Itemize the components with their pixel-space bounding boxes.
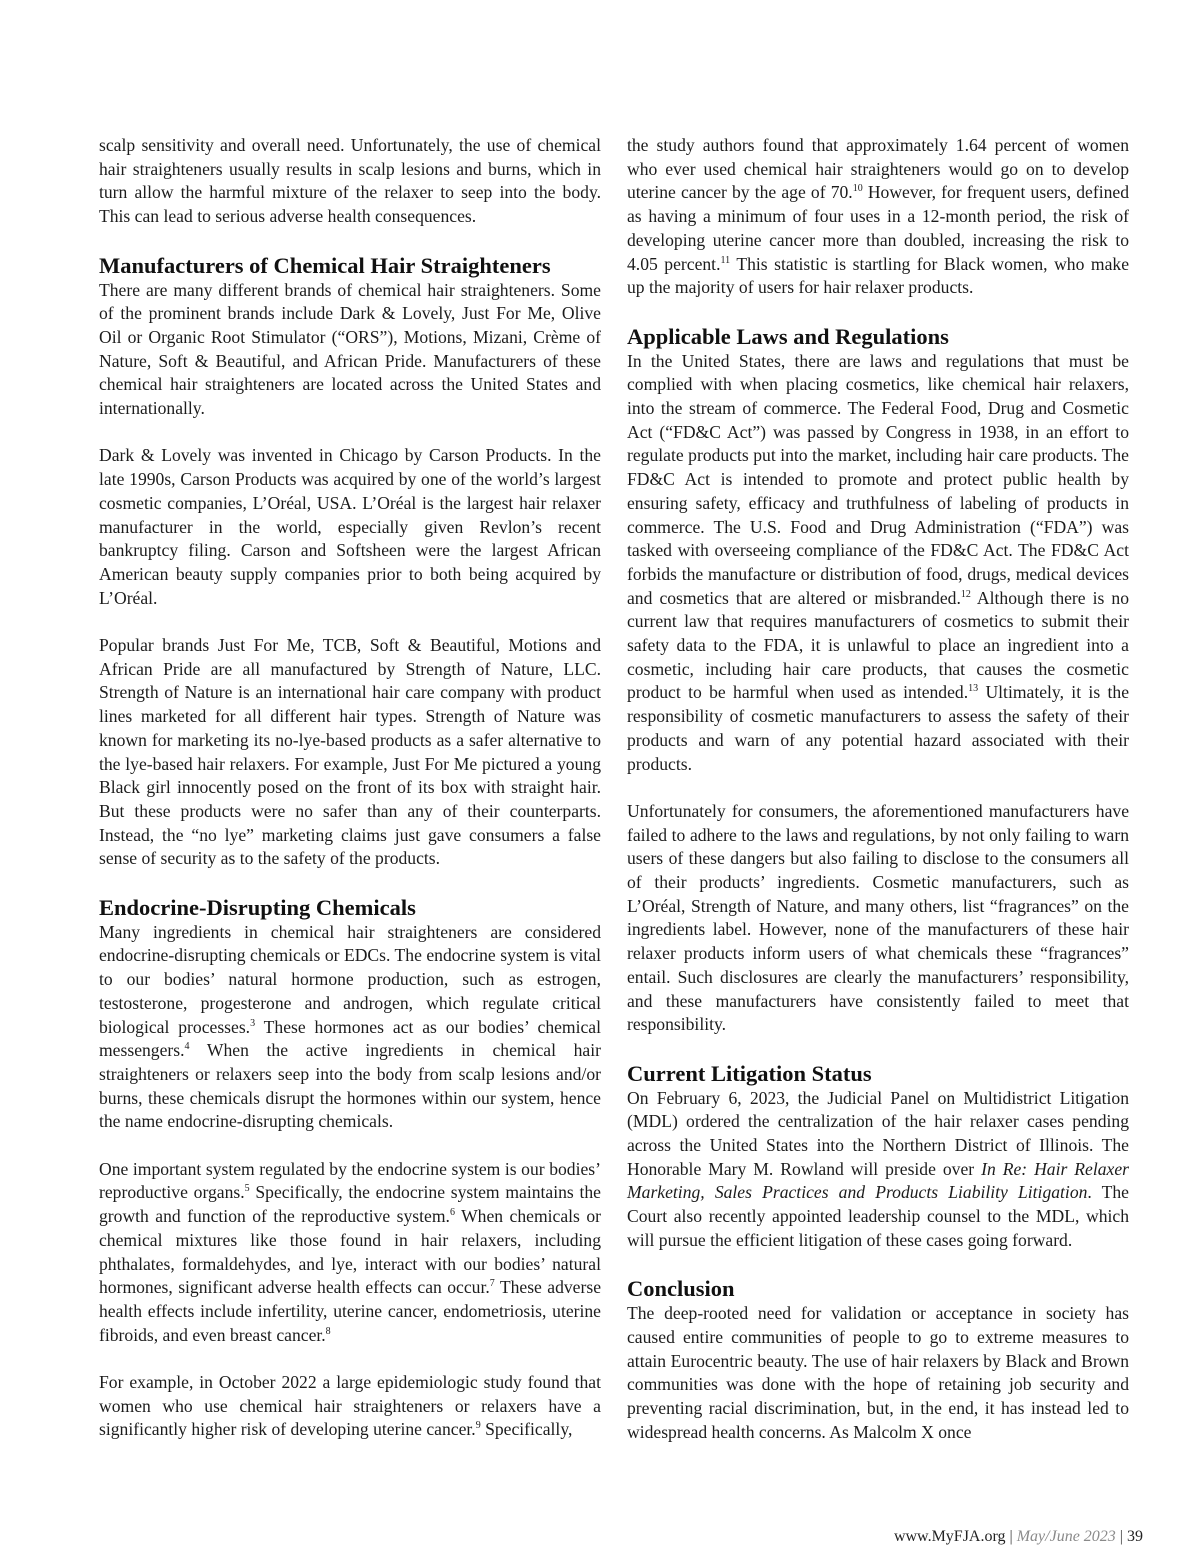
footnote-ref: 5 — [244, 1183, 250, 1195]
paragraph — [627, 1087, 1129, 1253]
footer-separator: | — [1115, 1528, 1127, 1545]
footnote-ref: 9 — [475, 1420, 481, 1432]
paragraph — [627, 350, 1129, 777]
text-run: These hormones act as our bodies’ chemical messengers. — [99, 1016, 601, 1061]
paragraph: Dark & Lovely was invented in Chicago by Carson Products. In the late 1990s, Carson Products was acquired by one of the world’s largest cosmetic companies, L’Oréal, USA. L’Oréal is the largest hair relaxer manufacturer in the world, especially given Revlon’s recent bankruptcy filing. Carson and Softsheen were the largest African American beauty supply companies prior to both being acquired by L’Oréal. — [99, 445, 601, 608]
footer-separator: | — [1005, 1528, 1017, 1545]
paragraph — [627, 134, 1129, 300]
section-heading-endocrine: Endocrine-Disrupting Chemicals — [99, 894, 416, 920]
text-run: In the United States, there are laws and regulations that must be complied with when placing cosmetics, like chemical hair relaxers, into the stream of commerce. The Federal Food, Drug and Cosmetic Act (“FD&C Act”) was passed by Congress in 1938, in an effort to regulate products put into the market, including hair care products. The FD&C Act is intended to promote and protect public health by ensuring safety, efficacy and truthfulness of labeling of products in commerce. The U.S. Food and Drug Administration (“FDA”) was tasked with overseeing compliance of the FD&C Act. The FD&C Act forbids the manufacture or distribution of food, drugs, medical devices and cosmetics that are altered or misbranded. — [627, 350, 1129, 608]
text-run: When the active ingredients in chemical hair straighteners or relaxers seep into the body from scalp lesions and/or burns, these chemicals disrupt the hormones within our system, hence the name endocrine-disrupting chemicals. — [99, 1040, 601, 1132]
footnote-ref: 8 — [325, 1325, 331, 1337]
paragraph: Popular brands Just For Me, TCB, Soft & Beautiful, Motions and African Pride are all manufactured by Strength of Nature, LLC. Strength of Nature is an international hair care company with product lines marketed for all different hair types. Strength of Nature was known for marketing its no-lye-based products as a safer alternative to the lye-based hair relaxers. For example, Just For Me pictured a young Black girl innocently posed on the front of its box with straight hair. But these products were no safer than any of their counterparts. Instead, the “no lye” marketing claims just gave consumers a false sense of security as to the safety of the products. — [99, 635, 601, 869]
footer-issue-date: May/June 2023 — [1016, 1528, 1116, 1545]
case-name: In Re: Hair Relaxer Marketing, Sales Practices and Products Liability Litigation — [627, 1158, 1129, 1203]
text-run: Many ingredients in chemical hair straighteners are considered endocrine-disrupting chemicals or EDCs. The endocrine system is vital to our bodies’ natural hormone production, such as estrogen, testosterone, progesterone and androgen, which regulate critical biological processes. — [99, 921, 601, 1037]
text-run: For example, in October 2022 a large epidemiologic study found that women who use chemical hair straighteners or relaxers have a significantly higher risk of developing uterine cancer. — [99, 1372, 601, 1440]
text-run: . The Court also recently appointed leadership counsel to the MDL, which will pursue the efficient litigation of these cases going forward. — [627, 1182, 1129, 1250]
text-run: Ultimately, it is the responsibility of cosmetic manufacturers to assess the safety of their products and warn of any potential hazard associated with their products. — [627, 682, 1129, 774]
text-run: Although there is no current law that requires manufacturers of cosmetics to submit their safety data to the FDA, it is unlawful to place an ingredient into a cosmetic, including hair care products, that causes the cosmetic product to be harmful when used as intended. — [627, 587, 1129, 703]
paragraph — [99, 921, 601, 1134]
left-column — [99, 134, 601, 1442]
text-run: These adverse health effects include infertility, uterine cancer, endometriosis, uterine fibroids, and even breast cancer. — [99, 1277, 601, 1345]
page-footer — [894, 1528, 1143, 1546]
footnote-ref: 13 — [968, 683, 979, 695]
footnote-ref: 10 — [852, 183, 863, 195]
section-heading-litigation: Current Litigation Status — [627, 1060, 872, 1086]
text-run: However, for frequent users, defined as having a minimum of four uses in a 12-month period, the risk of developing uterine cancer more than doubled, increasing the risk to 4.05 percent. — [627, 182, 1129, 274]
footnote-ref: 4 — [184, 1041, 190, 1053]
text-run: On February 6, 2023, the Judicial Panel on Multidistrict Litigation (MDL) ordered the centralization of the hair relaxer cases pending across the United States into the Northern District of Illinois. The Honorable Mary M. Rowland will preside over — [627, 1087, 1129, 1179]
section-heading-conclusion: Conclusion — [627, 1276, 735, 1302]
page-number: 39 — [1127, 1528, 1143, 1545]
paragraph: scalp sensitivity and overall need. Unfortunately, the use of chemical hair straighteners usually results in scalp lesions and burns, which in turn allow the harmful mixture of the relaxer to seep into the body. This can lead to serious adverse health consequences. — [99, 135, 601, 227]
text-run: the study authors found that approximately 1.64 percent of women who ever used chemical hair straighteners would go on to develop uterine cancer by the age of 70. — [627, 135, 1129, 203]
section-heading-laws: Applicable Laws and Regulations — [627, 323, 949, 349]
paragraph — [99, 1371, 601, 1442]
right-column — [627, 134, 1129, 1445]
footnote-ref: 12 — [960, 588, 971, 600]
paragraph — [99, 1158, 601, 1348]
text-run: When chemicals or chemical mixtures like those found in hair relaxers, including phthalates, formaldehydes, and lye, interact with our bodies’ natural hormones, significant adverse health effects can occur. — [99, 1206, 601, 1298]
footer-site-link[interactable]: www.MyFJA.org — [893, 1528, 1006, 1545]
footnote-ref: 3 — [250, 1017, 256, 1029]
text-run: Specifically, — [480, 1419, 573, 1440]
text-run: Specifically, the endocrine system maintains the growth and function of the reproductive system. — [99, 1182, 601, 1227]
section-heading-manufacturers: Manufacturers of Chemical Hair Straighteners — [99, 252, 551, 278]
text-run: One important system regulated by the endocrine system is our bodies’ reproductive organs. — [99, 1158, 601, 1203]
footnote-ref: 6 — [449, 1207, 455, 1219]
footnote-ref: 7 — [489, 1278, 495, 1290]
paragraph: The deep-rooted need for validation or acceptance in society has caused entire communities of people to go to extreme measures to attain Eurocentric beauty. The use of hair relaxers by Black and Brown communities was done with the hope of retaining job security and preventing racial discrimination, but, in the end, it has instead led to widespread health concerns. As Malcolm X once — [627, 1303, 1129, 1442]
footnote-ref: 11 — [720, 254, 731, 266]
paragraph: There are many different brands of chemical hair straighteners. Some of the prominent brands include Dark & Lovely, Just For Me, Olive Oil or Organic Root Stimulator (“ORS”), Motions, Mizani, Crème of Nature, Soft & Beautiful, and African Pride. Manufacturers of these chemical hair straighteners are located across the United States and internationally. — [99, 279, 601, 419]
paragraph: Unfortunately for consumers, the aforementioned manufacturers have failed to adhere to the laws and regulations, by not only failing to warn users of these dangers but also failing to disclose to the consumers all of their products’ ingredients. Cosmetic manufacturers, such as L’Oréal, Strength of Nature, and many others, list “fragrances” on the ingredients label. However, none of the manufacturers of these hair relaxer products inform users of what chemicals these “fragrances” entail. Such disclosures are clearly the manufacturers’ responsibility, and these manufacturers have consistently failed to meet that responsibility. — [627, 800, 1129, 1035]
text-run: This statistic is startling for Black women, who make up the majority of users for hair relaxer products. — [627, 253, 1130, 298]
